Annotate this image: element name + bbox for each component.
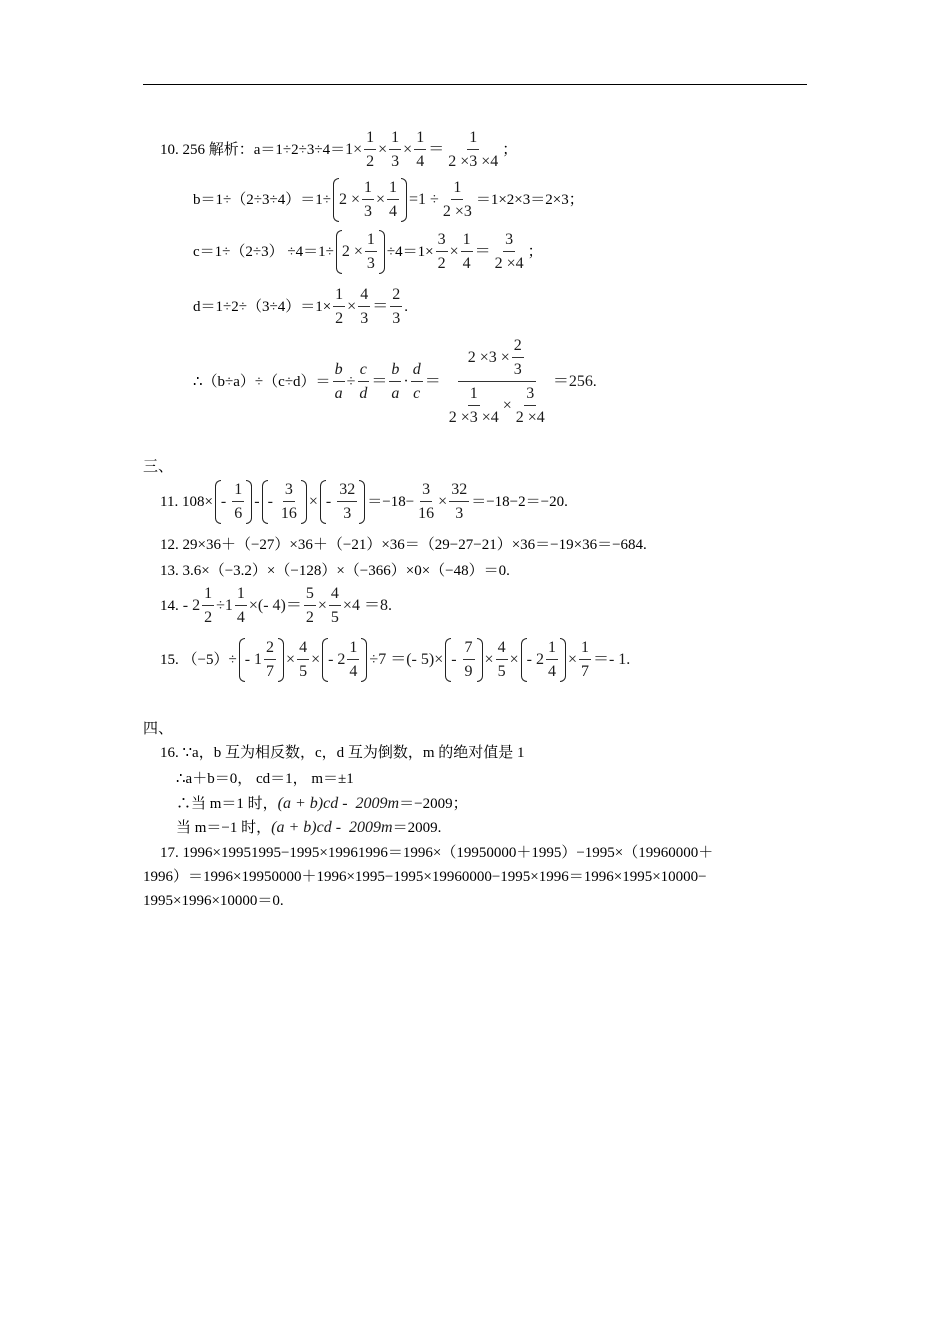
expression: (a + b)cd - 2009m — [271, 819, 393, 836]
q15-line: 15. （−5）÷ - 1 $\frac{2}{7}$ × $\frac{4}{5}$ × - 2 $\frac{1}{4}$ ÷7 ＝(- 5)× - $\frac{7}{9}$ × $\frac{4}{5}$ × - 2 $\frac{1}{4}$ × $\frac{1}{7}$ ＝- 1. — [160, 639, 631, 680]
q16-line-3: ∴当 m＝1 时， (a + b)cd - 2009m ＝−2009； — [176, 795, 468, 812]
parenthesis-group: - $\frac{1}{6}$ — [215, 482, 252, 522]
fraction: $\frac{1}{3}$ — [391, 129, 400, 170]
q11-line: 11. 108× - $\frac{1}{6}$ - - $\frac{3}{16}$ × - $\frac{32}{3}$ ＝−18− $\frac{3}{16}$ × $\frac{32}{3}$ ＝−18−2＝−20. — [160, 481, 568, 522]
q10-final-label: ∴（b÷a）÷（c÷d）＝ — [193, 373, 331, 390]
q11-label: 11. 108× — [160, 493, 213, 510]
q10-line-b: b＝1÷（2÷3÷4）＝1÷ 2 × $\frac{1}{3}$ × $\frac{1}{4}$ =1 ÷ $\frac{1}{2 \times 3}$ ＝1×2×3＝2×3； — [193, 179, 584, 220]
q10-b-label: b＝1÷（2÷3÷4）＝1÷ — [193, 191, 331, 208]
q16-line-1: 16. ∵a，b 互为相反数，c，d 互为倒数，m 的绝对值是 1 — [160, 745, 525, 761]
parenthesis-group: - $\frac{32}{3}$ — [320, 482, 365, 522]
parenthesis-group: - $\frac{7}{9}$ — [445, 640, 482, 680]
fraction: $\frac{b}{a}$ — [334, 361, 343, 402]
fraction: $\frac{32}{3}$ — [451, 481, 468, 522]
q17-line-1: 17. 1996×19951995−1995×19961996＝1996×（19950000＋1995）−1995×（19960000＋ — [160, 845, 714, 861]
q10-line-d: d＝1÷2÷（3÷4）＝1× $\frac{1}{2}$ × $\frac{4}{3}$ ＝ $\frac{2}{3}$ . — [193, 286, 408, 327]
fraction: $\frac{1}{4}$ — [462, 231, 471, 272]
fraction: $\frac{d}{c}$ — [412, 361, 421, 402]
q10-label: 10. 256 解析：a＝1÷2÷3÷4＝ — [160, 141, 346, 158]
q16-line-2: ∴a＋b＝0， cd＝1， m＝±1 — [176, 771, 354, 787]
q10-line-c: c＝1÷（2÷3） ÷4＝1÷ 2 × $\frac{1}{3}$ ÷4＝1× $\frac{3}{2}$ × $\frac{1}{4}$ ＝ $\frac{3}{2 \times 4}$ ； — [193, 231, 543, 272]
fraction: $\frac{4}{3}$ — [360, 286, 369, 327]
fraction: $\frac{3}{2 \times 4}$ — [494, 231, 524, 272]
fraction: $\frac{4}{5}$ — [497, 639, 506, 680]
fraction: $\frac{1}{2}$ — [204, 585, 213, 626]
fraction: $\frac{b}{a}$ — [391, 361, 400, 402]
expression: (a + b)cd - 2009m — [277, 795, 400, 812]
q10-line-a: 10. 256 解析：a＝1÷2÷3÷4＝ 1 × $\frac{1}{2}$ × $\frac{1}{3}$ × $\frac{1}{4}$ ＝ $\frac{1}{2 \times 3 \times 4}$ ； — [160, 129, 518, 170]
fraction: $\frac{c}{d}$ — [359, 361, 368, 402]
parenthesis-group: - 2 $\frac{1}{4}$ — [521, 640, 566, 680]
q17-line-3: 1995×1996×10000＝0. — [143, 893, 284, 909]
parenthesis-group: 2 × $\frac{1}{3}$ — [336, 232, 385, 272]
fraction: $\frac{1}{7}$ — [580, 639, 589, 680]
compound-fraction: 2 ×3 × $\frac{2}{3}$ $\frac{1}{2 \times 3 \times 4}$ × $\frac{3}{2 \times 4}$ — [448, 337, 545, 426]
q12-line: 12. 29×36＋（−27）×36＋（−21）×36＝（29−27−21）×36＝−19×36＝−684. — [160, 537, 647, 553]
parenthesis-group: - 1 $\frac{2}{7}$ — [239, 640, 284, 680]
header-rule — [143, 84, 807, 85]
fraction: $\frac{1}{4}$ — [236, 585, 245, 626]
q14-label: 14. — [160, 597, 179, 614]
q10-c-label: c＝1÷（2÷3） ÷4＝1÷ — [193, 243, 334, 260]
fraction: $\frac{2}{3}$ — [392, 286, 401, 327]
q17-line-2: 1996）＝1996×19950000＋1996×1995−1995×19960000−1995×1996＝1996×1995×10000− — [143, 869, 707, 885]
q15-label: 15. （−5）÷ — [160, 651, 237, 668]
q13-line: 13. 3.6×（−3.2）×（−128）×（−366）×0×（−48）＝0. — [160, 563, 510, 579]
q10-d-label: d＝1÷2÷（3÷4）＝1× — [193, 298, 332, 315]
fraction: $\frac{1}{2}$ — [335, 286, 344, 327]
fraction: $\frac{4}{5}$ — [299, 639, 308, 680]
fraction: $\frac{1}{2 \times 3}$ — [442, 179, 472, 220]
parenthesis-group: - 2 $\frac{1}{4}$ — [322, 640, 367, 680]
q16-line-4: 当 m＝−1 时， (a + b)cd - 2009m ＝2009. — [176, 819, 442, 836]
section-three-heading: 三、 — [143, 459, 174, 475]
section-four-heading: 四、 — [143, 721, 174, 737]
fraction: $\frac{5}{2}$ — [305, 585, 314, 626]
fraction: $\frac{1}{4}$ — [416, 129, 425, 170]
fraction: $\frac{4}{5}$ — [330, 585, 339, 626]
q10-line-final: ∴（b÷a）÷（c÷d）＝ $\frac{b}{a}$ ÷ $\frac{c}{d}$ ＝ $\frac{b}{a}$ · $\frac{d}{c}$ ＝ 2 ×3 × $\frac{2}{3}$ $\frac{1}{2 \times 3 \times 4}$ × $\frac{3}{2 \times 4}$ ＝256 . — [193, 337, 597, 426]
fraction: $\frac{3}{2}$ — [437, 231, 446, 272]
fraction: $\frac{1}{2}$ — [366, 129, 375, 170]
fraction: $\frac{3}{16}$ — [418, 481, 435, 522]
parenthesis-group: - $\frac{3}{16}$ — [262, 482, 307, 522]
parenthesis-group: 2 × $\frac{1}{3}$ × $\frac{1}{4}$ — [333, 180, 407, 220]
q14-line: 14. - 2 $\frac{1}{2}$ ÷1 $\frac{1}{4}$ ×(- 4) ＝ $\frac{5}{2}$ × $\frac{4}{5}$ ×4 ＝8. — [160, 585, 392, 626]
fraction: $\frac{1}{2 \times 3 \times 4}$ — [448, 129, 499, 170]
